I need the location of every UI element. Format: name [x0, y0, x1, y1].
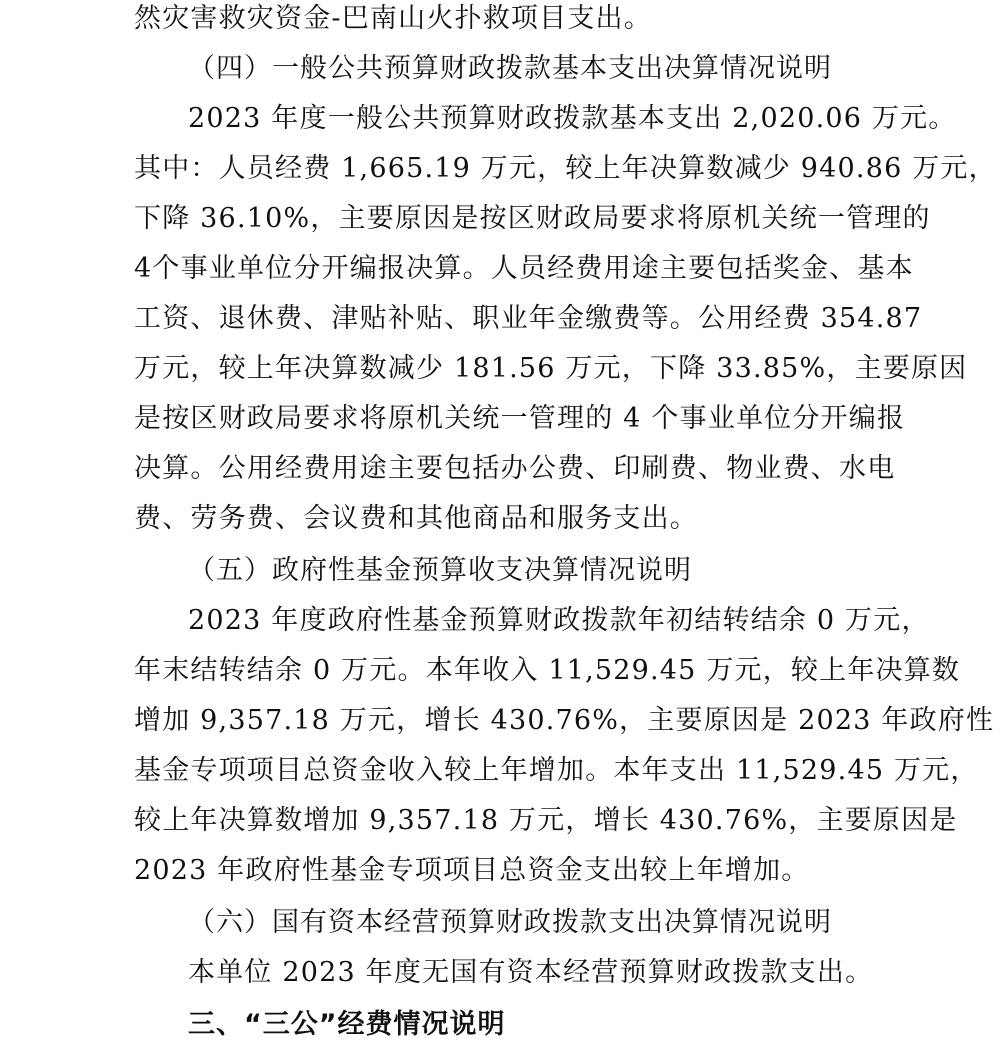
paragraph-line: 本单位 2023 年度无国有资本经营预算财政拨款支出。 [188, 957, 874, 988]
paragraph-line: 4个事业单位分开编报决算。人员经费用途主要包括奖金、基本 [134, 253, 914, 284]
subsection-heading-5: （五）政府性基金预算收支决算情况说明 [188, 555, 692, 586]
paragraph-line: 工资、退休费、津贴补贴、职业年金缴费等。公用经费 354.87 [134, 303, 923, 334]
paragraph-line: 2023 年度政府性基金预算财政拨款年初结转结余 0 万元， [188, 605, 930, 636]
paragraph-line: 基金专项项目总资金收入较上年增加。本年支出 11,529.45 万元， [134, 755, 979, 786]
paragraph-line: 费、劳务费、会议费和其他商品和服务支出。 [134, 503, 698, 534]
paragraph-line: 增加 9,357.18 万元，增长 430.76%，主要原因是 2023 年政府性 [134, 705, 995, 736]
subsection-heading-4: （四）一般公共预算财政拨款基本支出决算情况说明 [188, 53, 832, 84]
paragraph-line: 其中：人员经费 1,665.19 万元，较上年决算数减少 940.86 万元， [134, 153, 997, 184]
subsection-heading-6: （六）国有资本经营预算财政拨款支出决算情况说明 [188, 907, 832, 938]
paragraph-line: 是按区财政局要求将原机关统一管理的 4 个事业单位分开编报 [134, 403, 906, 434]
paragraph-line: 万元，较上年决算数减少 181.56 万元，下降 33.85%，主要原因 [134, 353, 968, 384]
paragraph-line: 年末结转结余 0 万元。本年收入 11,529.45 万元，较上年决算数 [134, 655, 961, 686]
paragraph-line: 然灾害救灾资金-巴南山火扑救项目支出。 [134, 3, 652, 34]
paragraph-line: 下降 36.10%，主要原因是按区财政局要求将原机关统一管理的 [134, 203, 931, 234]
paragraph-line: 决算。公用经费用途主要包括办公费、印刷费、物业费、水电 [134, 453, 896, 484]
paragraph-line: 较上年决算数增加 9,357.18 万元，增长 430.76%，主要原因是 [134, 805, 958, 836]
section-heading-3: 三、“三公”经费情况说明 [188, 1009, 506, 1040]
paragraph-line: 2023 年度一般公共预算财政拨款基本支出 2,020.06 万元。 [188, 103, 957, 134]
paragraph-line: 2023 年政府性基金专项项目总资金支出较上年增加。 [134, 855, 810, 886]
